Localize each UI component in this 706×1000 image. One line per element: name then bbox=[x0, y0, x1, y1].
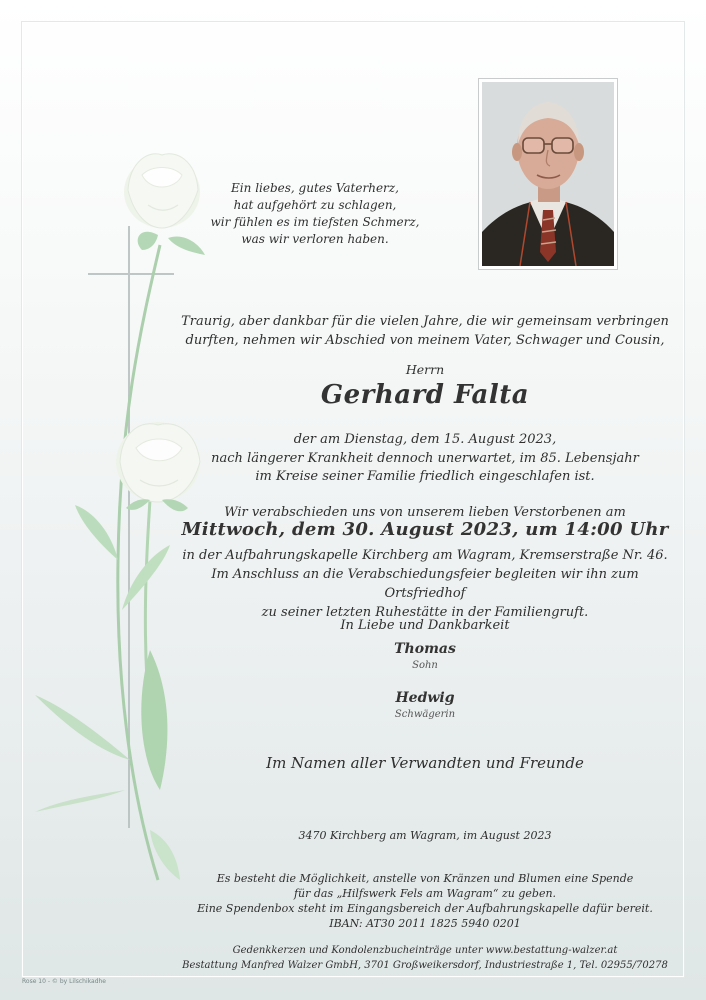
donation-iban: IBAN: AT30 2011 1825 5940 0201 bbox=[329, 917, 521, 930]
death-line: im Kreise seiner Familie friedlich eingeschlafen ist. bbox=[255, 469, 595, 484]
deceased-name: Gerhard Falta bbox=[320, 380, 530, 410]
death-line: der am Dienstag, dem 15. August 2023, bbox=[293, 432, 557, 447]
donation-note bbox=[170, 871, 680, 931]
footer-line: Bestattung Manfred Walzer GmbH, 3701 Großweikersdorf, Industriestraße 1, Tel. 02955/70278 bbox=[182, 960, 668, 971]
mourner-name: Thomas bbox=[394, 641, 456, 657]
mourner-role: Sohn bbox=[412, 660, 438, 671]
farewell-intro: Wir verabschieden uns von unserem lieben Verstorbenen am bbox=[224, 505, 626, 520]
relatives-line: Im Namen aller Verwandten und Freunde bbox=[266, 754, 584, 772]
funeral-home-footer bbox=[170, 943, 680, 973]
verse-line: was wir verloren haben. bbox=[241, 232, 389, 246]
salutation: Herrn bbox=[405, 362, 445, 377]
intro-line: Traurig, aber dankbar für die vielen Jahre, die wir gemeinsam verbringen bbox=[181, 314, 669, 329]
intro-paragraph bbox=[170, 312, 680, 350]
donation-line: für das „Hilfswerk Fels am Wagram“ zu geben. bbox=[293, 887, 557, 900]
death-line: nach längerer Krankheit dennoch unerwartet, im 85. Lebensjahr bbox=[211, 450, 639, 466]
verse-line: Ein liebes, gutes Vaterherz, bbox=[231, 181, 399, 195]
memorial-verse bbox=[200, 180, 430, 248]
place-line: zu seiner letzten Ruhestätte in der Familiengruft. bbox=[261, 605, 589, 620]
verse-line: wir fühlen es im tiefsten Schmerz, bbox=[210, 215, 420, 229]
place-line: Im Anschluss an die Verabschiedungsfeier begleiten wir ihn zum Ortsfriedhof bbox=[211, 567, 639, 601]
closing-line: In Liebe und Dankbarkeit bbox=[340, 618, 510, 633]
mourner-role: Schwägerin bbox=[394, 709, 456, 720]
portrait-photo bbox=[478, 78, 618, 270]
donation-line: Eine Spendenbox steht im Eingangsbereich der Aufbahrungskapelle dafür bereit. bbox=[197, 902, 653, 915]
donation-line: Es besteht die Möglichkeit, anstelle von Kränzen und Blumen eine Spende bbox=[216, 872, 634, 885]
portrait-image bbox=[482, 82, 614, 266]
cross-horizontal bbox=[88, 273, 174, 275]
place-line: in der Aufbahrungskapelle Kirchberg am Wagram, Kremserstraße Nr. 46. bbox=[182, 548, 668, 563]
intro-line: durften, nehmen wir Abschied von meinem Vater, Schwager und Cousin, bbox=[185, 333, 665, 348]
mourner-name: Hedwig bbox=[395, 690, 455, 706]
image-credit: Rose 10 - © by Lilschikadhe bbox=[22, 978, 107, 985]
funeral-place bbox=[170, 546, 680, 622]
place-and-date: 3470 Kirchberg am Wagram, im August 2023 bbox=[298, 829, 552, 842]
verse-line: hat aufgehört zu schlagen, bbox=[233, 198, 397, 212]
funeral-date: Mittwoch, dem 30. August 2023, um 14:00 Uhr bbox=[181, 519, 669, 540]
footer-line: Gedenkkerzen und Kondolenzbucheinträge unter www.bestattung-walzer.at bbox=[232, 945, 618, 956]
death-info bbox=[170, 431, 680, 487]
